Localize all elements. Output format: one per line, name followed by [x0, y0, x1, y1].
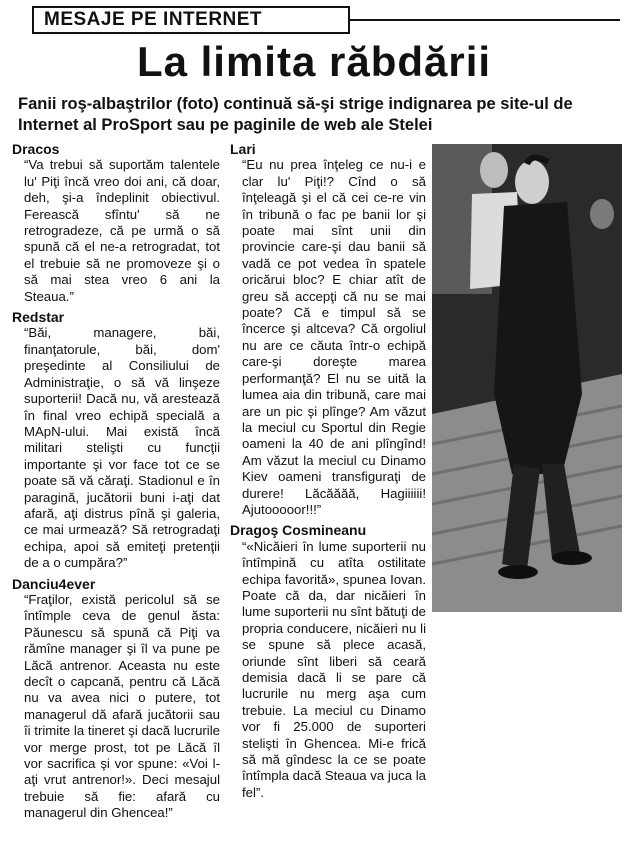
message-dracos: “Va trebui să suportăm talentele lu' Piţi încă vreo doi ani, că doar, deh, şi-a îndeplinit obiectivul. Ferească sfîntu' să ne retrogradeze, că pe urmă o să spună că el ne-a retrogradat, tot el trebuie să ne promoveze şi o să mai stea vreo 6 ani la Steaua.” [24, 157, 220, 304]
author-dragos-cosmineanu: Dragoş Cosmineanu [230, 522, 367, 539]
fans-photo [432, 144, 622, 612]
lead-paragraph: Fanii roş-albaştrilor (foto) continuă să-şi strige indignarea pe site-ul de Internet al ProSport sau pe paginile de web ale Stelei [18, 95, 573, 134]
message-redstar: “Băi, managere, băi, finanţatorule, băi, dom' preşedinte al Consiliului de Administraţie, o să vă linşeze suporterii! Dacă nu, vă arestează în final vreo echipă specială a MApN-ului. Mai există încă militari stelişti cu funcţii importante şi vor face tot ce se poate să vă căraţi. Stadionul e în paragină, jucătorii buni i-aţi dat afară, aţi distrus pînă şi galeria, ce mai urmează? Să retrogradaţi echipa, apoi să emiteţi pretenţii de a o cumpăra?” [24, 325, 220, 571]
section-kicker: MESAJE PE INTERNET [32, 6, 350, 34]
author-redstar: Redstar [12, 309, 65, 326]
kicker-rule [350, 19, 620, 21]
headline: La limita răbdării [136, 38, 492, 85]
fans-photo-illustration [432, 144, 622, 612]
column-2 [230, 139, 426, 805]
column-1 [12, 139, 220, 826]
author-dracos: Dracos [12, 141, 60, 157]
message-dragos-cosmineanu: “«Nicăieri în lume suporterii nu întîmpină cu atîta ostilitate echipa favorită», spunea Iovan. Poate că da, dar nicăieri în lume suporterii nu sînt bătuţi de propria conducere, nicăieri nu li se spune să plece acasă, oriunde sînt liberi să ceară demisia dacă li se pare că lucrurile nu merg aşa cum trebuie. La meciul cu Dinamo vor fi 25.000 de suporteri stelişti în Ghencea. Mi-e frică să mă gîndesc la ce se poate întîmpla dacă Steaua va juca la fel”. [242, 538, 427, 800]
author-danciu4ever: Danciu4ever [12, 575, 96, 592]
message-danciu4ever: “Fraţilor, există pericolul să se întîmple ceva de genul ăsta: Păunescu să spună că Piţi va rămîne manager şi îl va pune pe Lăcă antrenor. Aceasta nu este decît o capcană, pentru că Lăcă nu va avea nici o putere, tot managerul dă afară jucătorii sau îi trimite la tineret şi dacă lucrurile vor merge prost, tot pe Lăcă îl vor sacrifica şi vor spune: «Voi l-aţi vrut antrenor!». Deci mesajul trebuie să fie: afară cu managerul din Ghencea!” [24, 591, 220, 821]
author-lari: Lari [230, 141, 256, 157]
message-lari: “Eu nu prea înţeleg ce nu-i e clar lu' Piţi!? Cînd o să înţeleagă şi el că cei ce-re vin în tribună o fac pe banii lor şi poate mai sînt unii din provincie care-şi dau banii să vadă ce pot vedea în spatele oricărui bloc? E chiar atît de greu să accepţi că nu se mai poate? Că e timpul să se încerce şi altceva? Că orgoliul nu are ce căuta într-o echipă care-şi doreşte marea performanţă? El nu se uită la lumea aia din tribună, care mai are un pic şi plînge? Am văzut la meciul cu Sportul din Regie oameni la 40 de ani plîngînd! Am văzut la meciul cu Dinamo Kiev oameni transfiguraţi de durere! Lăcăăăă, Hagiiiiii! Ajutooooor!!!” [242, 157, 426, 517]
